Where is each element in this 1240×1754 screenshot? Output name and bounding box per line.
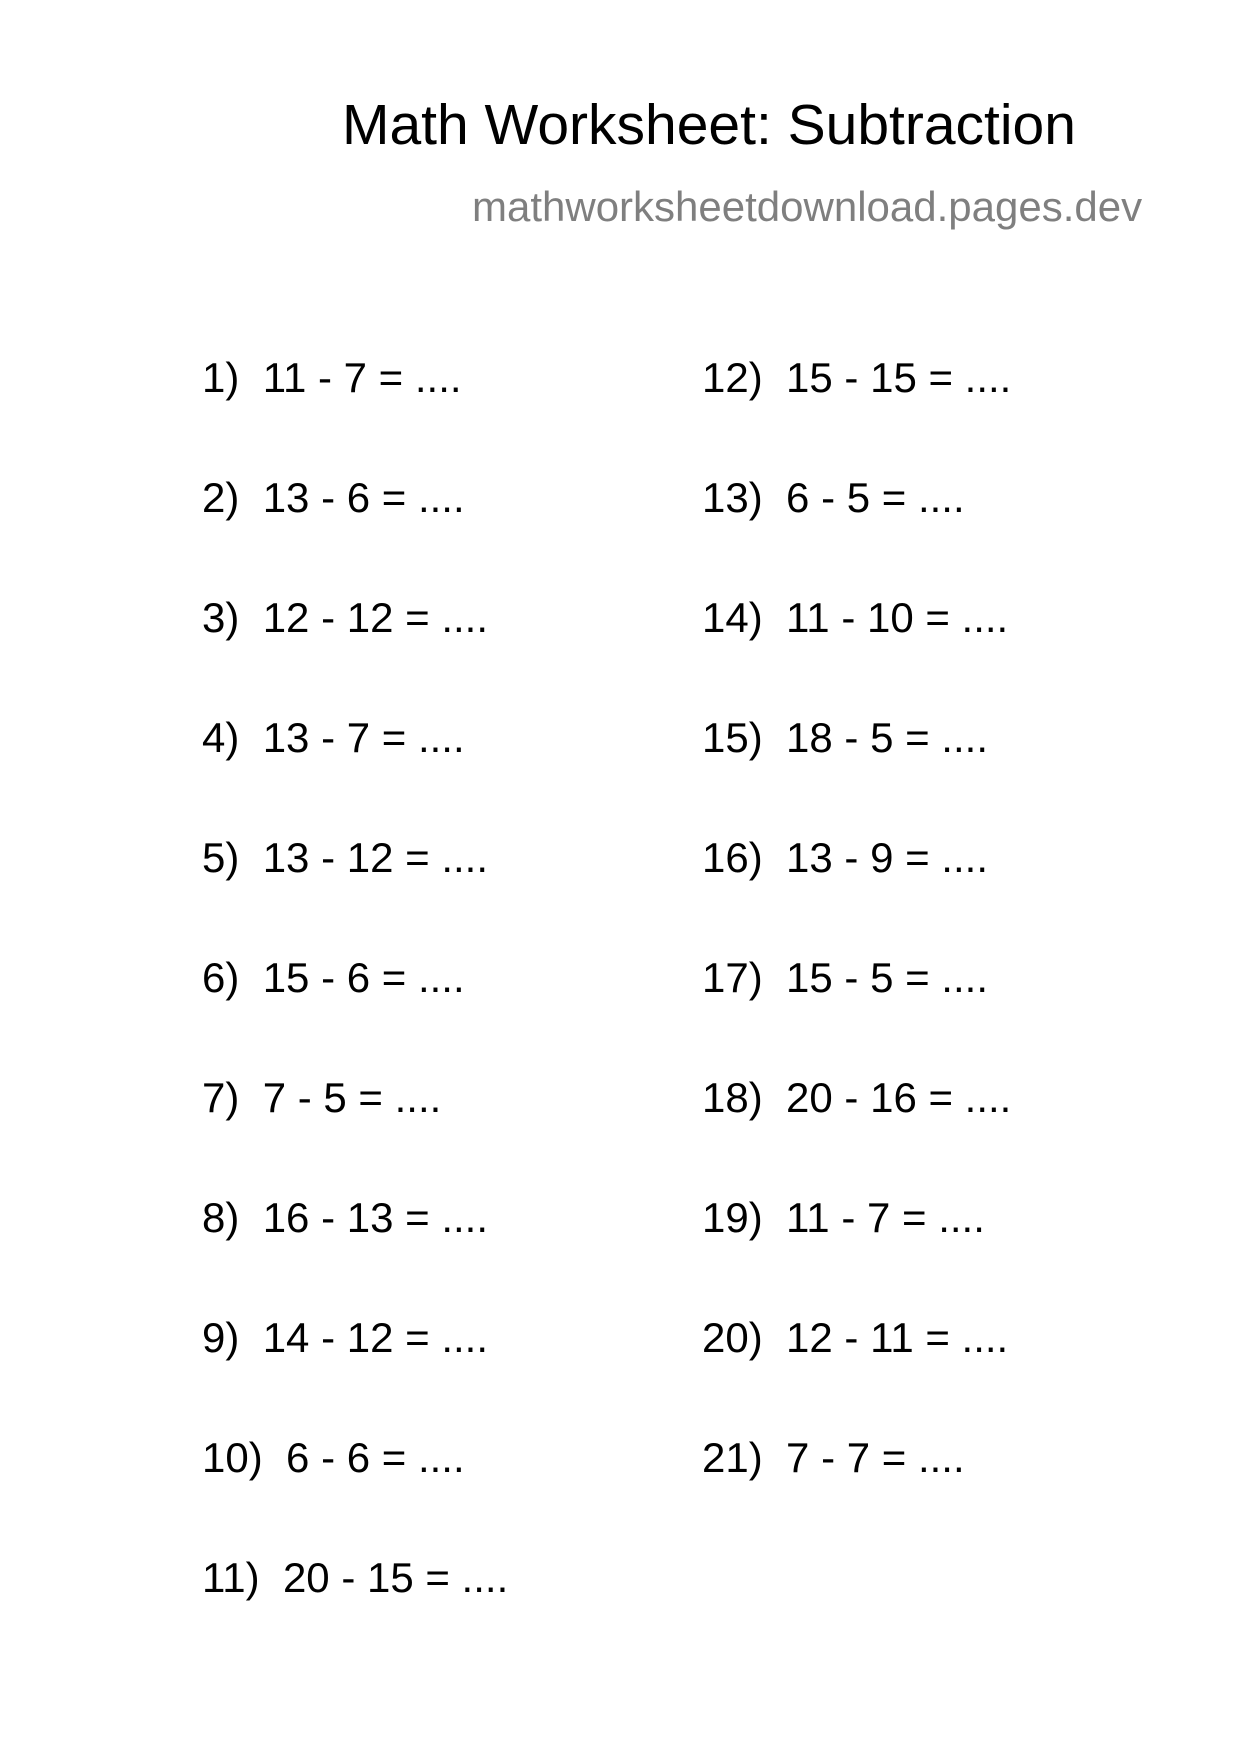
problem-item-16 bbox=[702, 834, 988, 881]
problem-expression: 16 - 13 = .... bbox=[262, 1194, 489, 1241]
problem-item-14 bbox=[702, 594, 1009, 641]
problem-item-3 bbox=[202, 594, 489, 641]
problem-number: 16) bbox=[702, 834, 763, 881]
problem-item-20 bbox=[702, 1314, 1009, 1361]
problem-expression: 6 - 6 = .... bbox=[286, 1434, 465, 1481]
problem-number: 14) bbox=[702, 594, 763, 641]
problem-item-21 bbox=[702, 1434, 965, 1481]
problem-item-15 bbox=[702, 714, 988, 761]
problem-item-9 bbox=[202, 1314, 489, 1361]
problem-item-6 bbox=[202, 954, 465, 1001]
problem-number: 15) bbox=[702, 714, 763, 761]
problem-expression: 15 - 15 = .... bbox=[786, 354, 1012, 401]
problem-number: 19) bbox=[702, 1194, 763, 1241]
problem-number: 4) bbox=[202, 714, 240, 761]
problem-item-5 bbox=[202, 834, 489, 881]
problem-number: 3) bbox=[202, 594, 240, 641]
problem-number: 21) bbox=[702, 1434, 763, 1481]
problem-expression: 15 - 5 = .... bbox=[786, 954, 988, 1001]
problem-number: 13) bbox=[702, 474, 763, 521]
problem-item-1 bbox=[202, 354, 462, 401]
problem-item-10 bbox=[202, 1434, 465, 1481]
problem-expression: 11 - 7 = .... bbox=[786, 1194, 985, 1241]
problem-expression: 7 - 7 = .... bbox=[786, 1434, 965, 1481]
problem-number: 18) bbox=[702, 1074, 763, 1121]
problem-expression: 14 - 12 = .... bbox=[262, 1314, 489, 1361]
problem-item-8 bbox=[202, 1194, 489, 1241]
problem-expression: 13 - 7 = .... bbox=[262, 714, 465, 761]
problem-expression: 20 - 15 = .... bbox=[282, 1554, 509, 1601]
problem-number: 12) bbox=[702, 354, 763, 401]
problem-expression: 13 - 9 = .... bbox=[786, 834, 988, 881]
problem-number: 2) bbox=[202, 474, 240, 521]
problem-item-18 bbox=[702, 1074, 1012, 1121]
problem-number: 10) bbox=[202, 1434, 263, 1481]
problem-expression: 12 - 11 = .... bbox=[786, 1314, 1009, 1361]
problem-expression: 11 - 10 = .... bbox=[786, 594, 1009, 641]
problem-item-13 bbox=[702, 474, 965, 521]
problem-item-12 bbox=[702, 354, 1012, 401]
problem-item-19 bbox=[702, 1194, 985, 1241]
problem-expression: 13 - 12 = .... bbox=[262, 834, 489, 881]
website-url: mathworksheetdownload.pages.dev bbox=[472, 183, 1143, 230]
problem-item-7 bbox=[202, 1074, 442, 1121]
problem-item-17 bbox=[702, 954, 988, 1001]
problem-item-11 bbox=[202, 1554, 509, 1601]
problem-number: 9) bbox=[202, 1314, 240, 1361]
problem-expression: 15 - 6 = .... bbox=[262, 954, 465, 1001]
problem-expression: 12 - 12 = .... bbox=[262, 594, 489, 641]
problem-expression: 6 - 5 = .... bbox=[786, 474, 965, 521]
problem-item-2 bbox=[202, 474, 465, 521]
problem-number: 17) bbox=[702, 954, 763, 1001]
problem-expression: 20 - 16 = .... bbox=[786, 1074, 1012, 1121]
problem-expression: 18 - 5 = .... bbox=[786, 714, 988, 761]
problem-number: 7) bbox=[202, 1074, 240, 1121]
problem-number: 1) bbox=[202, 354, 240, 401]
problem-number: 6) bbox=[202, 954, 240, 1001]
problem-expression: 11 - 7 = .... bbox=[262, 354, 462, 401]
problem-number: 8) bbox=[202, 1194, 240, 1241]
problem-number: 5) bbox=[202, 834, 240, 881]
problem-number: 20) bbox=[702, 1314, 763, 1361]
problem-number: 11) bbox=[202, 1554, 260, 1601]
problem-expression: 7 - 5 = .... bbox=[262, 1074, 442, 1121]
problem-item-4 bbox=[202, 714, 465, 761]
problem-expression: 13 - 6 = .... bbox=[262, 474, 465, 521]
worksheet-title: Math Worksheet: Subtraction bbox=[342, 93, 1076, 157]
